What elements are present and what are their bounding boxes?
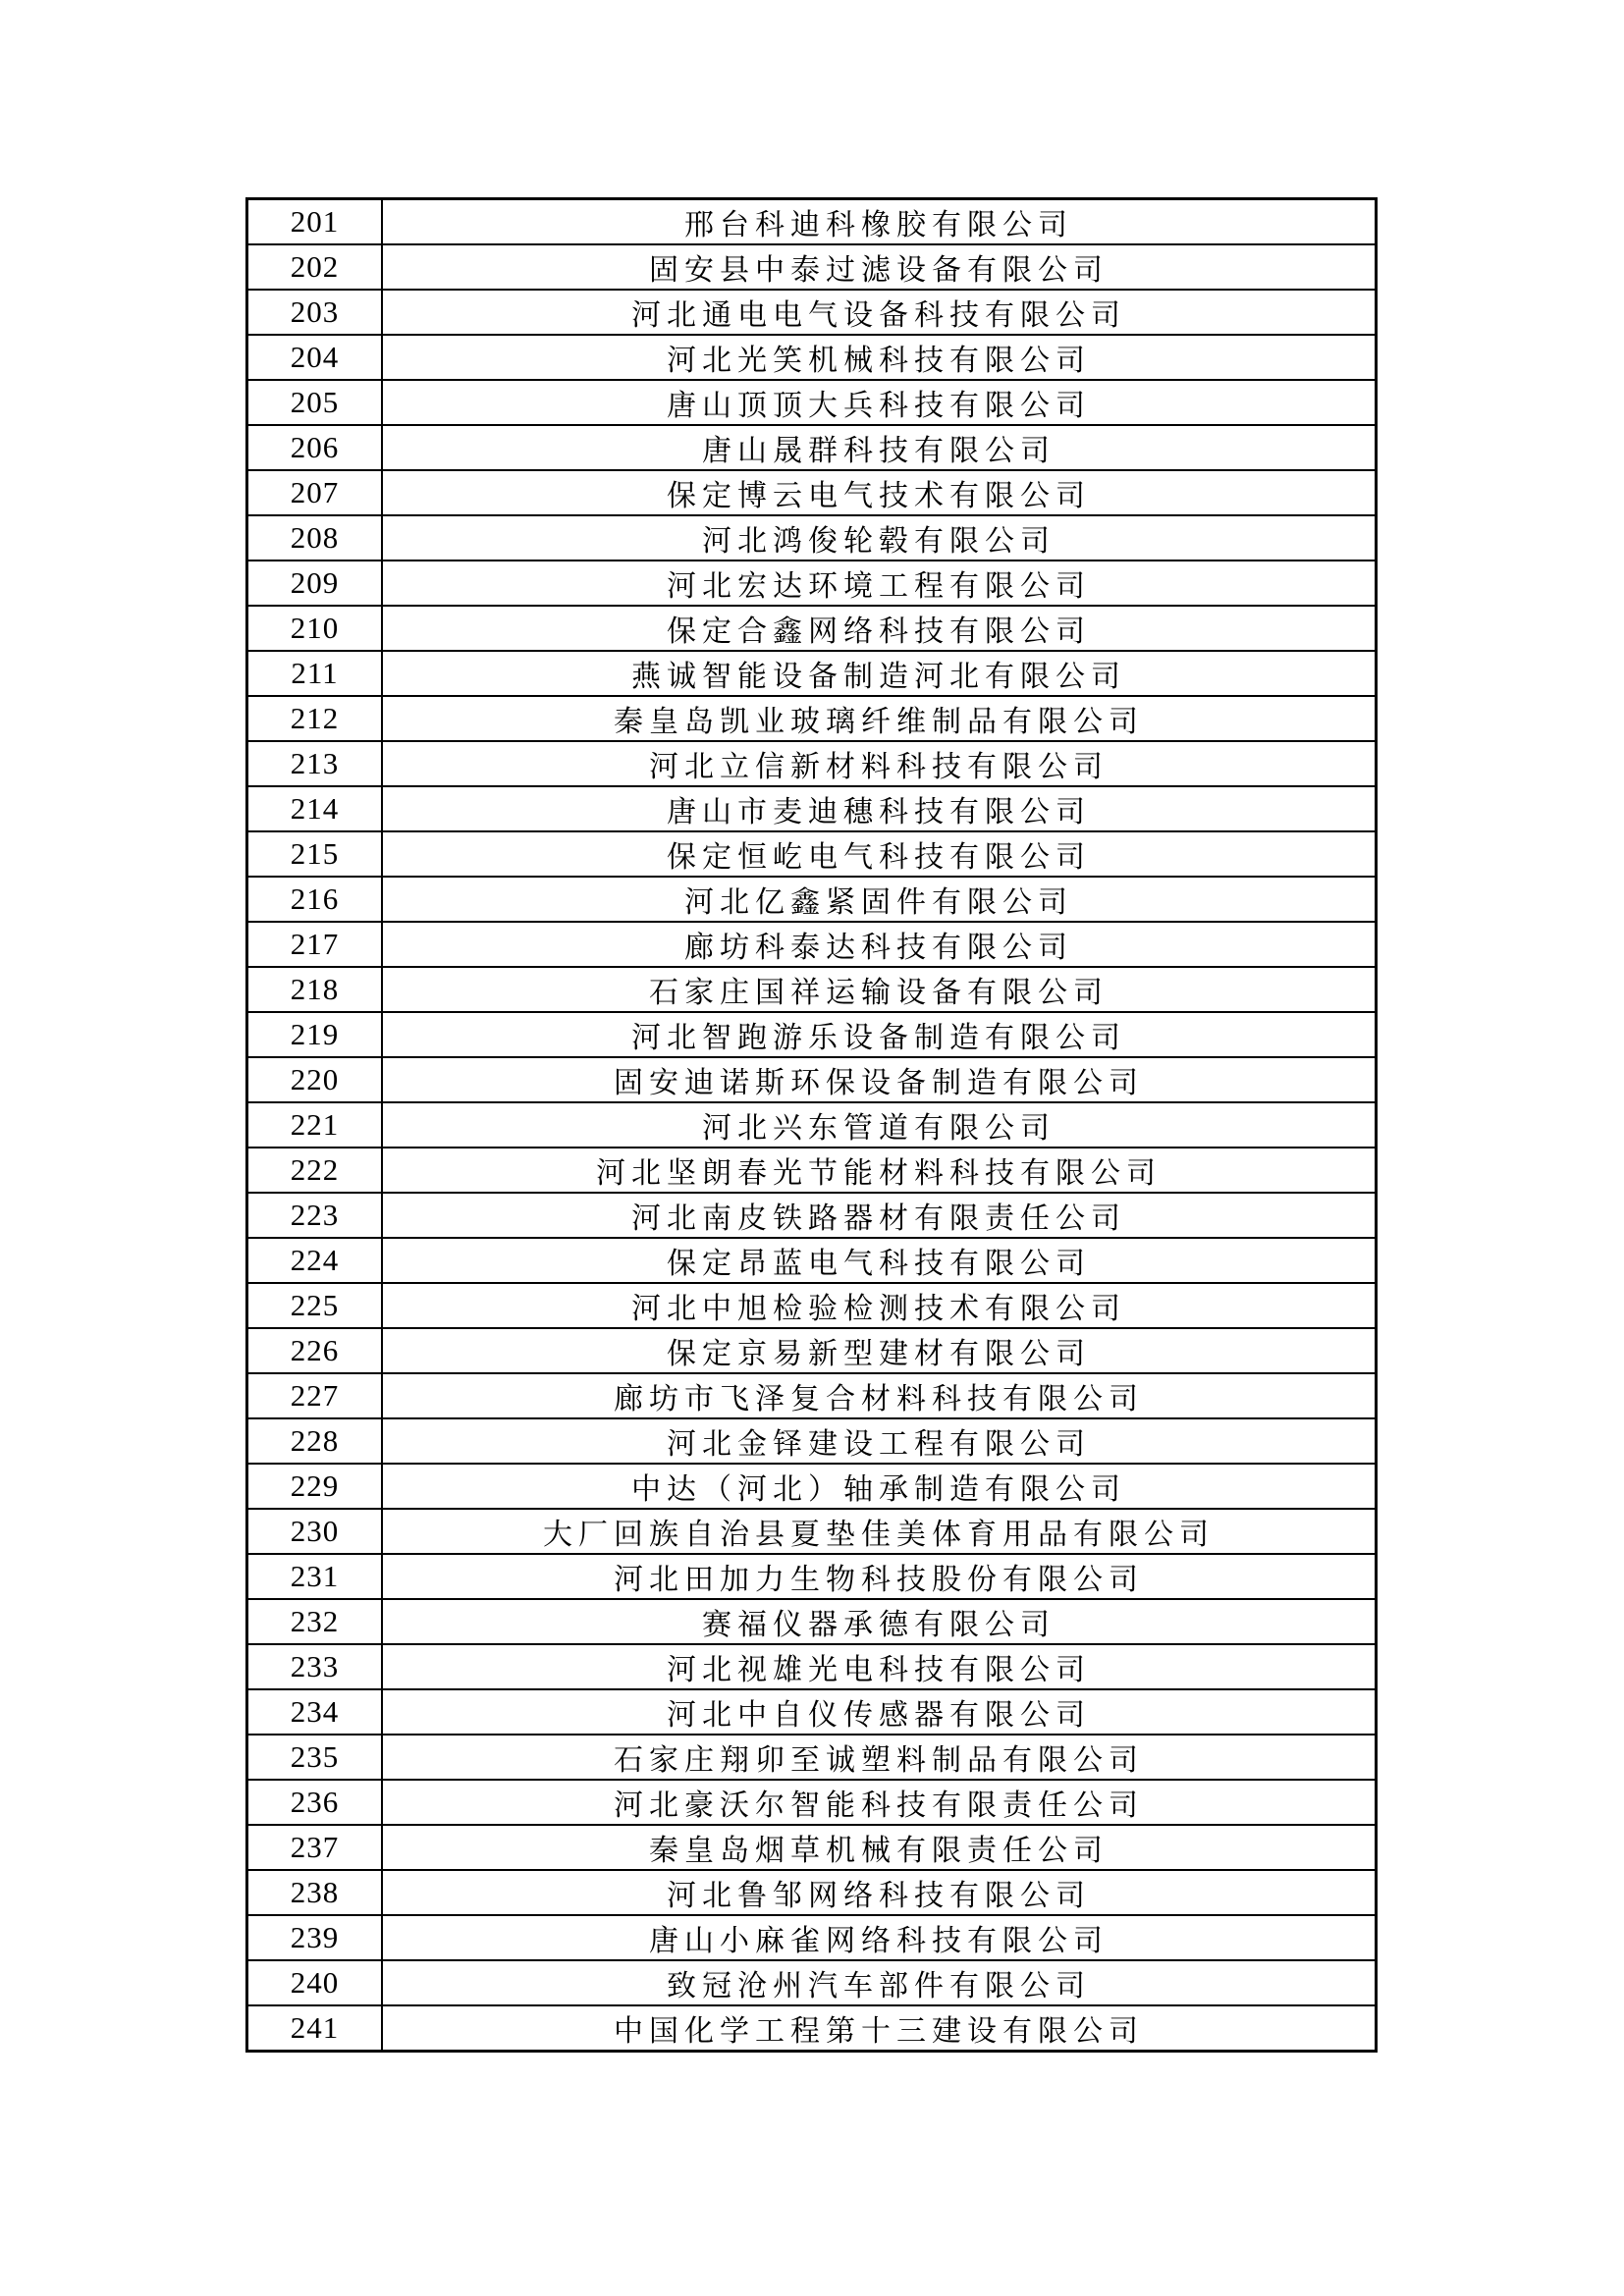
table-row [247, 380, 1377, 425]
table-row [247, 1554, 1377, 1599]
table-row [247, 515, 1377, 561]
row-number-cell: 226 [247, 1328, 383, 1373]
row-number-cell: 204 [247, 335, 383, 380]
table-row [247, 877, 1377, 922]
table-row [247, 831, 1377, 877]
company-name-cell: 唐山顶顶大兵科技有限公司 [382, 380, 1377, 425]
table-row [247, 1780, 1377, 1825]
row-number-cell: 227 [247, 1373, 383, 1418]
table-row [247, 1915, 1377, 1960]
company-name-cell: 河北中旭检验检测技术有限公司 [382, 1283, 1377, 1328]
table-row [247, 1283, 1377, 1328]
company-name-cell: 秦皇岛凯业玻璃纤维制品有限公司 [382, 696, 1377, 741]
company-name-cell: 中达（河北）轴承制造有限公司 [382, 1464, 1377, 1509]
company-name-cell: 燕诚智能设备制造河北有限公司 [382, 651, 1377, 696]
table-row [247, 1238, 1377, 1283]
company-name-cell: 河北中自仪传感器有限公司 [382, 1689, 1377, 1735]
row-number-cell: 205 [247, 380, 383, 425]
row-number-cell: 202 [247, 244, 383, 290]
table-row [247, 1689, 1377, 1735]
company-name-cell: 河北金铎建设工程有限公司 [382, 1418, 1377, 1464]
table-row [247, 1193, 1377, 1238]
table-row [247, 1599, 1377, 1644]
table-row [247, 1418, 1377, 1464]
company-name-cell: 河北智跑游乐设备制造有限公司 [382, 1012, 1377, 1057]
company-name-cell: 保定博云电气技术有限公司 [382, 470, 1377, 515]
row-number-cell: 212 [247, 696, 383, 741]
company-name-cell: 河北豪沃尔智能科技有限责任公司 [382, 1780, 1377, 1825]
row-number-cell: 207 [247, 470, 383, 515]
company-name-cell: 河北通电电气设备科技有限公司 [382, 290, 1377, 335]
table-row [247, 1870, 1377, 1915]
row-number-cell: 237 [247, 1825, 383, 1870]
row-number-cell: 230 [247, 1509, 383, 1554]
row-number-cell: 235 [247, 1735, 383, 1780]
company-name-cell: 大厂回族自治县夏垫佳美体育用品有限公司 [382, 1509, 1377, 1554]
company-name-cell: 保定恒屹电气科技有限公司 [382, 831, 1377, 877]
row-number-cell: 206 [247, 425, 383, 470]
row-number-cell: 231 [247, 1554, 383, 1599]
table-row [247, 1509, 1377, 1554]
company-name-cell: 河北宏达环境工程有限公司 [382, 561, 1377, 606]
row-number-cell: 240 [247, 1960, 383, 2005]
company-name-cell: 固安县中泰过滤设备有限公司 [382, 244, 1377, 290]
row-number-cell: 225 [247, 1283, 383, 1328]
table-row [247, 922, 1377, 967]
row-number-cell: 208 [247, 515, 383, 561]
table-row [247, 651, 1377, 696]
row-number-cell: 233 [247, 1644, 383, 1689]
row-number-cell: 238 [247, 1870, 383, 1915]
row-number-cell: 224 [247, 1238, 383, 1283]
table-row [247, 1102, 1377, 1148]
company-name-cell: 保定京易新型建材有限公司 [382, 1328, 1377, 1373]
table-row [247, 1057, 1377, 1102]
table-row [247, 741, 1377, 786]
company-name-cell: 河北视雄光电科技有限公司 [382, 1644, 1377, 1689]
company-name-cell: 固安迪诺斯环保设备制造有限公司 [382, 1057, 1377, 1102]
table-row [247, 1012, 1377, 1057]
table-row [247, 244, 1377, 290]
table-row [247, 335, 1377, 380]
company-name-cell: 河北亿鑫紧固件有限公司 [382, 877, 1377, 922]
company-name-cell: 中国化学工程第十三建设有限公司 [382, 2005, 1377, 2052]
company-name-cell: 赛福仪器承德有限公司 [382, 1599, 1377, 1644]
row-number-cell: 223 [247, 1193, 383, 1238]
table-row [247, 1960, 1377, 2005]
table-row [247, 470, 1377, 515]
company-name-cell: 河北鲁邹网络科技有限公司 [382, 1870, 1377, 1915]
row-number-cell: 211 [247, 651, 383, 696]
company-name-cell: 河北坚朗春光节能材料科技有限公司 [382, 1148, 1377, 1193]
row-number-cell: 218 [247, 967, 383, 1012]
table-row [247, 1825, 1377, 1870]
row-number-cell: 220 [247, 1057, 383, 1102]
company-name-cell: 石家庄翔卯至诚塑料制品有限公司 [382, 1735, 1377, 1780]
company-name-cell: 河北南皮铁路器材有限责任公司 [382, 1193, 1377, 1238]
row-number-cell: 234 [247, 1689, 383, 1735]
company-name-cell: 保定昂蓝电气科技有限公司 [382, 1238, 1377, 1283]
company-table [245, 197, 1378, 2053]
table-row [247, 606, 1377, 651]
table-row [247, 425, 1377, 470]
table-row [247, 2005, 1377, 2052]
company-name-cell: 保定合鑫网络科技有限公司 [382, 606, 1377, 651]
company-name-cell: 石家庄国祥运输设备有限公司 [382, 967, 1377, 1012]
row-number-cell: 215 [247, 831, 383, 877]
company-name-cell: 河北光笑机械科技有限公司 [382, 335, 1377, 380]
row-number-cell: 209 [247, 561, 383, 606]
company-name-cell: 秦皇岛烟草机械有限责任公司 [382, 1825, 1377, 1870]
row-number-cell: 229 [247, 1464, 383, 1509]
company-name-cell: 邢台科迪科橡胶有限公司 [382, 199, 1377, 245]
table-row [247, 561, 1377, 606]
company-name-cell: 廊坊市飞泽复合材料科技有限公司 [382, 1373, 1377, 1418]
row-number-cell: 217 [247, 922, 383, 967]
row-number-cell: 210 [247, 606, 383, 651]
company-name-cell: 唐山市麦迪穗科技有限公司 [382, 786, 1377, 831]
table-row [247, 1148, 1377, 1193]
row-number-cell: 216 [247, 877, 383, 922]
table-row [247, 290, 1377, 335]
table-row [247, 1735, 1377, 1780]
company-table-body [247, 199, 1377, 2052]
table-row [247, 786, 1377, 831]
company-name-cell: 河北立信新材料科技有限公司 [382, 741, 1377, 786]
company-name-cell: 唐山晟群科技有限公司 [382, 425, 1377, 470]
row-number-cell: 232 [247, 1599, 383, 1644]
row-number-cell: 222 [247, 1148, 383, 1193]
row-number-cell: 201 [247, 199, 383, 245]
row-number-cell: 213 [247, 741, 383, 786]
row-number-cell: 214 [247, 786, 383, 831]
row-number-cell: 239 [247, 1915, 383, 1960]
company-name-cell: 致冠沧州汽车部件有限公司 [382, 1960, 1377, 2005]
company-name-cell: 唐山小麻雀网络科技有限公司 [382, 1915, 1377, 1960]
table-row [247, 967, 1377, 1012]
table-row [247, 1373, 1377, 1418]
table-row [247, 1328, 1377, 1373]
row-number-cell: 228 [247, 1418, 383, 1464]
row-number-cell: 241 [247, 2005, 383, 2052]
company-name-cell: 河北田加力生物科技股份有限公司 [382, 1554, 1377, 1599]
company-name-cell: 廊坊科泰达科技有限公司 [382, 922, 1377, 967]
table-row [247, 696, 1377, 741]
table-row [247, 1644, 1377, 1689]
table-row [247, 1464, 1377, 1509]
row-number-cell: 221 [247, 1102, 383, 1148]
table-row [247, 199, 1377, 245]
company-name-cell: 河北鸿俊轮毂有限公司 [382, 515, 1377, 561]
company-name-cell: 河北兴东管道有限公司 [382, 1102, 1377, 1148]
row-number-cell: 219 [247, 1012, 383, 1057]
row-number-cell: 236 [247, 1780, 383, 1825]
row-number-cell: 203 [247, 290, 383, 335]
